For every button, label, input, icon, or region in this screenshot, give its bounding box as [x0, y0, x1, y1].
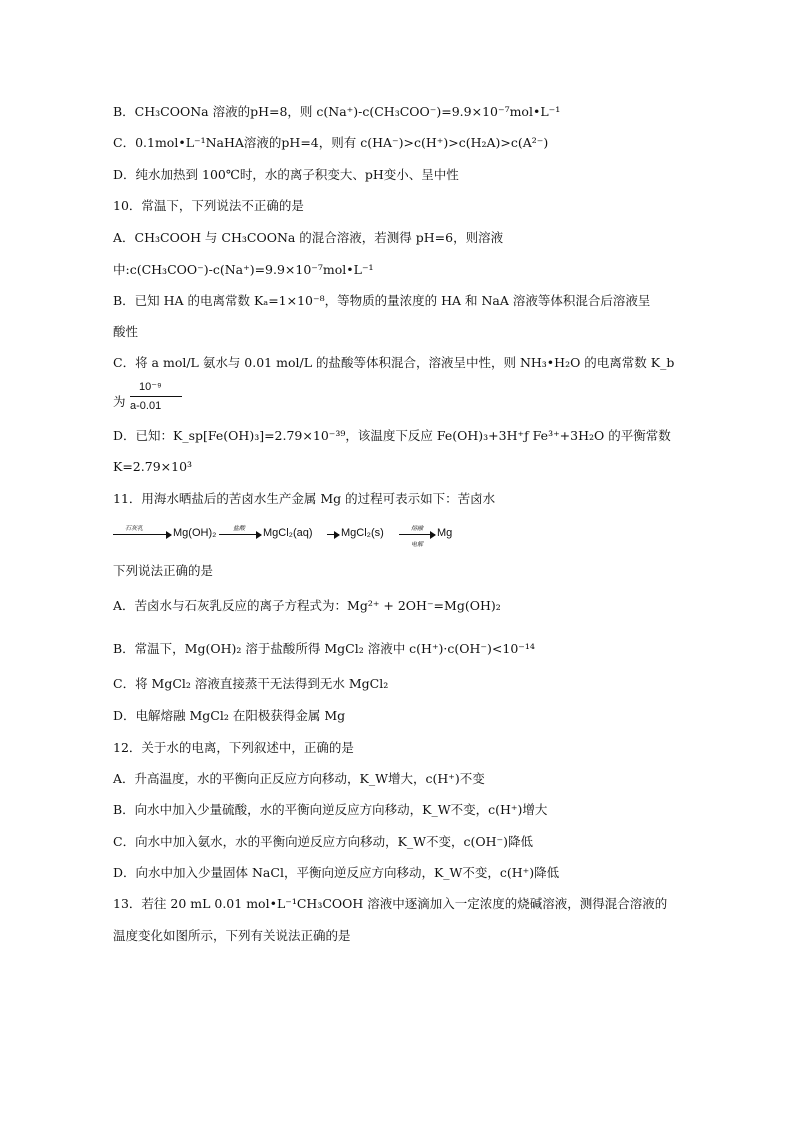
q11-option-a: A．苦卤水与石灰乳反应的离子方程式为：Mg²⁺ + 2OH⁻=Mg(OH)₂ [113, 598, 501, 613]
fraction-denominator: a-0.01 [130, 400, 162, 412]
fraction-prefix: 为 [113, 394, 126, 409]
q9-option-b: B．CH₃COONa 溶液的pH=8，则 c(Na⁺)-c(CH₃COO⁻)=9.9×10⁻⁷mol•L⁻¹ [113, 104, 561, 119]
q11-stem: 11．用海水晒盐后的苦卤水生产金属 Mg 的过程可表示如下：苦卤水 [113, 491, 496, 506]
q10-stem: 10．常温下，下列说法不正确的是 [113, 198, 304, 213]
q10-option-d-line1: D．已知：K_sp[Fe(OH)₃]=2.79×10⁻³⁹，该温度下反应 Fe(OH)₃+3H⁺ƒ Fe³⁺+3H₂O 的平衡常数 [113, 428, 671, 443]
q12-option-b: B．向水中加入少量硫酸，水的平衡向逆反应方向移动，K_W不变，c(H⁺)增大 [113, 802, 548, 817]
flow-species-mgcl2-aq: MgCl₂(aq) [263, 527, 313, 539]
q12-option-d: D．向水中加入少量固体 NaCl，平衡向逆反应方向移动，K_W不变，c(H⁺)降低 [113, 865, 560, 880]
q10-option-a-line2: 中:c(CH₃COO⁻)-c(Na⁺)=9.9×10⁻⁷mol•L⁻¹ [113, 262, 374, 277]
q11-option-d: D．电解熔融 MgCl₂ 在阳极获得金属 Mg [113, 708, 346, 723]
flow-species-mgcl2-s: MgCl₂(s) [341, 527, 384, 539]
q12-option-a: A．升高温度，水的平衡向正反应方向移动，K_W增大，c(H⁺)不变 [113, 771, 485, 786]
q10-option-c-line1: C．将 a mol/L 氨水与 0.01 mol/L 的盐酸等体积混合，溶液呈中性，则 NH₃•H₂O 的电离常数 K_b [113, 355, 675, 370]
flow-arrow-1 [113, 534, 171, 535]
flow-label-acid: 盐酸 [233, 526, 246, 532]
flow-arrow-2 [219, 534, 261, 535]
q11-option-c: C．将 MgCl₂ 溶液直接蒸干无法得到无水 MgCl₂ [113, 676, 389, 691]
q11-process-flow [113, 518, 513, 546]
q10-option-c-fraction [113, 380, 253, 420]
q10-option-a-line1: A．CH₃COOH 与 CH₃COONa 的混合溶液，若测得 pH=6，则溶液 [113, 230, 504, 245]
q10-option-d-line2: K=2.79×10³ [113, 459, 193, 474]
q12-option-c: C．向水中加入氨水，水的平衡向逆反应方向移动，K_W不变，c(OH⁻)降低 [113, 834, 534, 849]
q11-ask: 下列说法正确的是 [113, 563, 214, 578]
q9-option-d: D．纯水加热到 100℃时，水的离子积变大、pH变小、呈中性 [113, 167, 459, 182]
fraction-numerator: 10⁻⁹ [139, 381, 162, 393]
q10-option-b-line1: B．已知 HA 的电离常数 Kₐ=1×10⁻⁸，等物质的量浓度的 HA 和 NaA 溶液等体积混合后溶液呈 [113, 293, 651, 308]
q13-stem-line2: 温度变化如图所示，下列有关说法正确的是 [113, 928, 351, 943]
fraction-bar [130, 396, 182, 397]
q12-stem: 12．关于水的电离，下列叙述中，正确的是 [113, 740, 354, 755]
flow-label-molten: 熔融 [411, 526, 424, 532]
q9-option-c: C．0.1mol•L⁻¹NaHA溶液的pH=4，则有 c(HA⁻)>c(H⁺)>c(H₂A)>c(A²⁻) [113, 135, 549, 150]
flow-arrow-4 [399, 534, 435, 535]
flow-species-mgoh2: Mg(OH)₂ [173, 527, 217, 539]
q13-stem-line1: 13．若往 20 mL 0.01 mol•L⁻¹CH₃COOH 溶液中逐滴加入一定浓度的烧碱溶液，测得混合溶液的 [113, 896, 668, 911]
flow-arrow-3 [327, 534, 339, 535]
q10-option-b-line2: 酸性 [113, 324, 139, 339]
q11-option-b: B．常温下，Mg(OH)₂ 溶于盐酸所得 MgCl₂ 溶液中 c(H⁺)·c(OH⁻)<10⁻¹⁴ [113, 641, 535, 656]
flow-species-mg: Mg [437, 527, 453, 539]
flow-label-lime: 石灰乳 [125, 526, 144, 532]
flow-label-electrolysis: 电解 [411, 542, 424, 548]
